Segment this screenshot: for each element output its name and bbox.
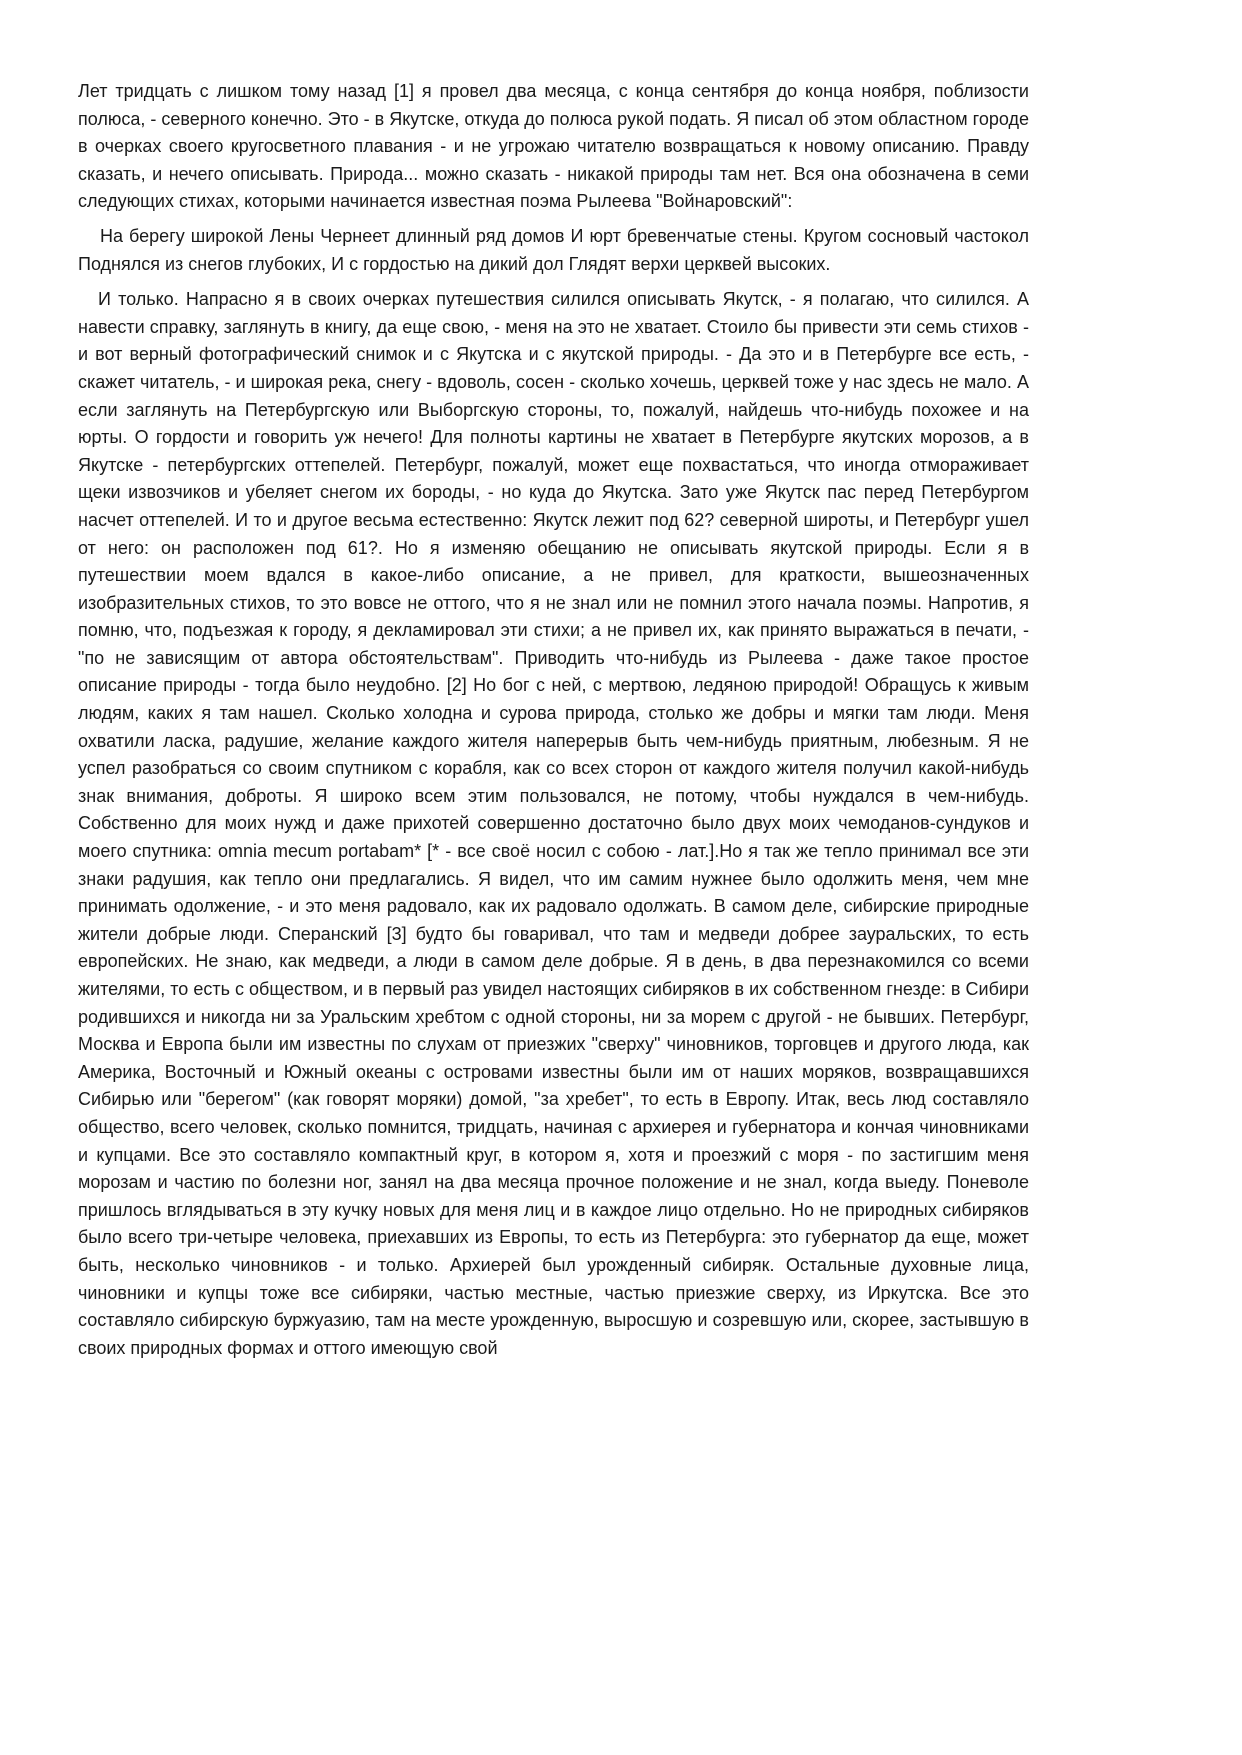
document-page bbox=[78, 78, 1029, 1362]
verse-quote-paragraph: На берегу широкой Лены Чернеет длинный ряд домов И юрт бревенчатые стены. Кругом сосновый частокол Поднялся из снегов глубоких, И с гордостью на дикий дол Глядят верхи церквей высоких. bbox=[78, 225, 1029, 274]
main-body-paragraph: И только. Напрасно я в своих очерках путешествия силился описывать Якутск, - я полагаю, что силился. А навести справку, заглянуть в книгу, да еще свою, - меня на это не хватает. Стоило бы привести эти семь стихов - и вот верный фотографический снимок и с Якутска и с якутской природы. - Да это и в Петербурге все есть, - скажет читатель, - и широкая река, снегу - вдоволь, сосен - сколько хочешь, церквей тоже у нас здесь не мало. А если заглянуть на Петербургскую или Выборгскую стороны, то, пожалуй, найдешь что-нибудь похожее и на юрты. О гордости и говорить уж нечего! Для полноты картины не хватает в Петербурге якутских морозов, а в Якутске - петербургских оттепелей. Петербург, пожалуй, может еще похвастаться, что иногда отмораживает щеки извозчиков и убеляет снегом их бороды, - но куда до Якутска. Зато уже Якутск пас перед Петербургом насчет оттепелей. И то и другое весьма естественно: Якутск лежит под 62? северной широты, и Петербург ушел от него: он расположен под 61?. Но я изменяю обещанию не описывать якутской природы. Если я в путешествии моем вдался в какое-либо описание, а не привел, для краткости, вышеозначенных изобразительных стихов, то это вовсе не оттого, что я не знал или не помнил этого начала поэмы. Напротив, я помню, что, подъезжая к городу, я декламировал эти стихи; а не привел их, как принято выражаться в печати, - "по не зависящим от автора обстоятельствам". Приводить что-нибудь из Рылеева - даже такое простое описание природы - тогда было неудобно. [2] Но бог с ней, с мертвою, ледяною природой! Обращусь к живым людям, каких я там нашел. Сколько холодна и сурова природа, столько же добры и мягки там люди. Меня охватили ласка, радушие, желание каждого жителя наперерыв быть чем-нибудь приятным, любезным. Я не успел разобраться со своим спутником с корабля, как со всех сторон от каждого жителя получил какой-нибудь знак внимания, доброты. Я широко всем этим пользовался, не потому, чтобы нуждался в чем-нибудь. Собственно для моих нужд и даже прихотей совершенно достаточно было двух моих чемоданов-сундуков и моего спутника: omnia mecum portabam* [* - все своё носил с собою - лат.].Но я так же тепло принимал все эти знаки радушия, как тепло они предлагались. Я видел, что им самим нужнее было одолжить меня, чем мне принимать одолжение, - и это меня радовало, как их радовало одолжать. В самом деле, сибирские природные жители добрые люди. Сперанский [3] будто бы говаривал, что там и медведи добрее зауральских, то есть европейских. Не знаю, как медведи, а люди в самом деле добрые. Я в день, в два перезнакомился со всеми жителями, то есть с обществом, и в первый раз увидел настоящих сибиряков в их собственном гнезде: в Сибири родившихся и никогда ни за Уральским хребтом с одной стороны, ни за морем с другой - не бывших. Петербург, Москва и Европа были им известны по слухам от приезжих "сверху" чиновников, торговцев и другого люда, как Америка, Восточный и Южный океаны с островами известны были им от наших моряков, возвращавшихся Сибирью или "берегом" (как говорят моряки) домой, "за хребет", то есть в Европу. Итак, весь люд составляло общество, всего человек, сколько помнится, тридцать, начиная с архиерея и губернатора и кончая чиновниками и купцами. Все это составляло компактный круг, в котором я, хотя и проезжий с моря - по застигшим меня морозам и частию по болезни ног, занял на два месяца прочное положение и не знал, когда выеду. Поневоле пришлось вглядываться в эту кучку новых для меня лиц и в каждое лицо отдельно. Но не природных сибиряков было всего три-четыре человека, приехавших из Европы, то есть из Петербурга: это губернатор да еще, может быть, несколько чиновников - и только. Архиерей был урожденный сибиряк. Остальные духовные лица, чиновники и купцы тоже все сибиряки, частью местные, частью приезжие сверху, из Иркутска. Все это составляло сибирскую буржуазию, там на месте урожденную, выросшую и созревшую или, скорее, застывшую в своих природных формах и оттого имеющую свой bbox=[78, 289, 1029, 1358]
intro-paragraph: Лет тридцать с лишком тому назад [1] я провел два месяца, с конца сентября до конца ноября, поблизости полюса, - северного конечно. Это - в Якутске, откуда до полюса рукой подать. Я писал об этом областном городе в очерках своего кругосветного плавания - и не угрожаю читателю возвращаться к новому описанию. Правду сказать, и нечего описывать. Природа... можно сказать - никакой природы там нет. Вся она обозначена в семи следующих стихах, которыми начинается известная поэма Рылеева "Войнаровский": bbox=[78, 81, 1030, 212]
